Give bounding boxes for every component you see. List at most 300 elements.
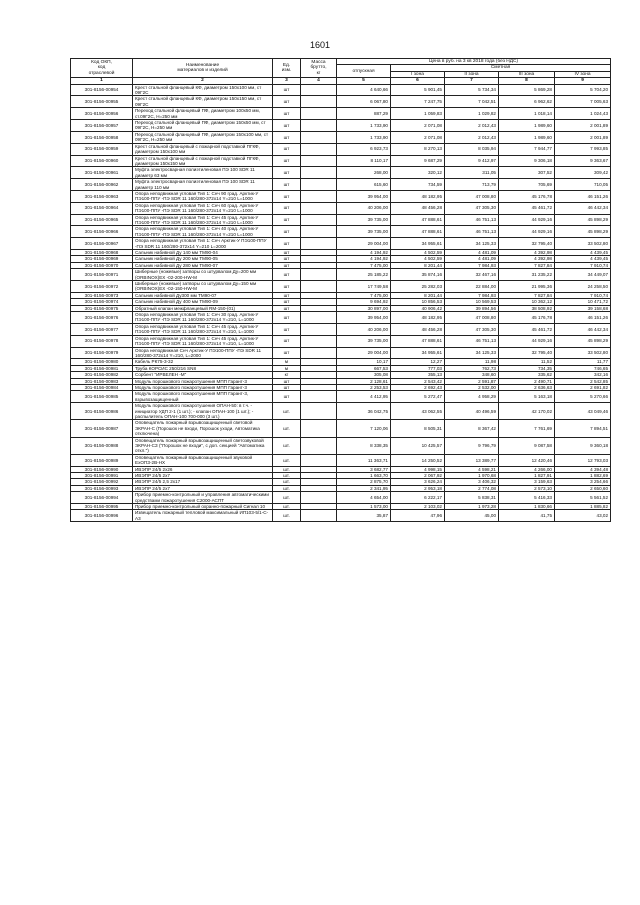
row-zone3-price: 10 362,12 xyxy=(499,299,555,305)
row-zone3-price: 307,52 xyxy=(499,167,555,179)
row-unit: шт xyxy=(273,190,301,202)
header-name-line1: Наименование xyxy=(185,62,220,68)
row-zone1-price: 7 247,75 xyxy=(391,96,445,108)
row-zone2-price: 9 412,97 xyxy=(445,155,499,167)
row-release-price: 17 749,58 xyxy=(337,281,391,293)
header-mass xyxy=(301,59,337,78)
table-row xyxy=(71,84,611,96)
row-release-price: 1 663,70 xyxy=(337,473,391,479)
row-code: 301-8156-00977 xyxy=(71,323,133,335)
row-unit: шт xyxy=(273,155,301,167)
row-mass xyxy=(301,492,337,504)
row-code: 301-8156-00978 xyxy=(71,335,133,347)
row-zone2-price: 22 884,00 xyxy=(445,281,499,293)
row-unit: шт xyxy=(273,179,301,191)
row-zone3-price: 1 827,91 xyxy=(499,473,555,479)
row-release-price: 35,87 xyxy=(337,510,391,522)
row-zone4-price: 45 898,29 xyxy=(555,226,611,238)
table-row xyxy=(71,226,611,238)
row-release-price: 887,29 xyxy=(337,108,391,120)
row-zone2-price: 5 734,34 xyxy=(445,84,499,96)
row-mass xyxy=(301,179,337,191)
header-unit-line1: Ед. xyxy=(282,62,291,68)
row-zone1-price: 34 955,61 xyxy=(391,347,445,359)
row-unit: шт xyxy=(273,250,301,256)
row-name: Опора неподвижная угловая Тип 1: Cнч Арктик-У ПЭ100-ППУ -ПЭ SDR 11 160/280-372х14 Y=210 L=2000 xyxy=(133,238,273,250)
row-unit: шт. xyxy=(273,492,301,504)
header-price-title: Цена в руб. на 3 кв 2018 года (без НДС) xyxy=(337,59,611,65)
row-mass xyxy=(301,202,337,214)
row-zone4-price: 46 442,34 xyxy=(555,202,611,214)
row-zone2-price: 40 496,59 xyxy=(445,403,499,420)
row-name: Модуль порошкового пожаротушения МПП Гарант-3 xyxy=(133,378,273,384)
row-release-price: 4 194,92 xyxy=(337,250,391,256)
table-row xyxy=(71,281,611,293)
row-unit: шт xyxy=(273,378,301,384)
row-unit: шт xyxy=(273,323,301,335)
row-zone2-price: 3 406,32 xyxy=(445,479,499,485)
row-name: Извещатель пожарный тепловой максимальный ИП103-5/1-С-А3 xyxy=(133,510,273,522)
row-name: Опора неподвижная угловая Тип 1: Cнч 90 град. Арктик-У ПЭ100-ППУ -ПЭ SDR 11 160/280-372х14 Y=210 L=1000 xyxy=(133,190,273,202)
row-zone4-price: 5 270,66 xyxy=(555,391,611,403)
row-mass xyxy=(301,120,337,132)
row-code: 301-8156-00993 xyxy=(71,485,133,491)
row-unit: шт xyxy=(273,347,301,359)
row-zone2-price: 7 984,93 xyxy=(445,262,499,268)
row-release-price: 4 412,95 xyxy=(337,391,391,403)
row-zone3-price: 9 306,18 xyxy=(499,155,555,167)
row-zone2-price: 39 894,56 xyxy=(445,305,499,311)
table-row xyxy=(71,96,611,108)
row-zone2-price: 7 042,51 xyxy=(445,96,499,108)
row-zone4-price: 309,42 xyxy=(555,167,611,179)
row-name: Опора неподвижная угловая Тип 1: Cнч 40 град. Арктик-У ПЭ100-ППУ -ПЭ SDR 11 160/280-372х14 Y=210 L=1000 xyxy=(133,226,273,238)
table-row xyxy=(71,510,611,522)
header-code-okp: Код ОКП, xyxy=(91,60,112,65)
row-zone1-price: 5 901,45 xyxy=(391,84,445,96)
row-zone2-price: 32 467,16 xyxy=(445,269,499,281)
row-release-price: 39 735,00 xyxy=(337,226,391,238)
row-zone2-price: 2 532,00 xyxy=(445,384,499,390)
row-name: Модуль порошкового пожаротушения МПП Гарант-3 xyxy=(133,384,273,390)
row-zone2-price: 47 305,30 xyxy=(445,202,499,214)
row-zone2-price: 11,98 xyxy=(445,359,499,365)
row-code: 301-8156-00975 xyxy=(71,305,133,311)
row-name: Крест стальной фланцевый с пожарной подставкой ПГКФ, диаметром 150х150 мм xyxy=(133,155,273,167)
row-zone1-price: 3 626,24 xyxy=(391,479,445,485)
row-code: 301-8156-00980 xyxy=(71,359,133,365)
row-zone1-price: 2 071,08 xyxy=(391,120,445,132)
row-code: 301-8156-00981 xyxy=(71,365,133,371)
row-zone2-price: 7 984,93 xyxy=(445,292,499,298)
row-unit: шт xyxy=(273,335,301,347)
row-zone3-price: 3 159,63 xyxy=(499,479,555,485)
row-unit: шт xyxy=(273,256,301,262)
row-code: 301-8156-00976 xyxy=(71,312,133,324)
row-mass xyxy=(301,323,337,335)
row-zone3-price: 44 929,16 xyxy=(499,335,555,347)
row-zone3-price: 32 795,40 xyxy=(499,238,555,250)
row-zone2-price: 13 389,77 xyxy=(445,454,499,466)
row-release-price: 36 042,75 xyxy=(337,403,391,420)
row-zone3-price: 45 461,72 xyxy=(499,202,555,214)
row-name: ИВЭПР 24/5 2х7 xyxy=(133,485,273,491)
row-zone4-price: 33 502,80 xyxy=(555,238,611,250)
table-row xyxy=(71,143,611,155)
row-code: 301-8156-00985 xyxy=(71,391,133,403)
row-zone3-price: 12 420,46 xyxy=(499,454,555,466)
row-release-price: 10,17 xyxy=(337,359,391,365)
row-code: 301-8156-00957 xyxy=(71,120,133,132)
row-mass xyxy=(301,437,337,454)
row-code: 301-8156-00960 xyxy=(71,155,133,167)
table-row xyxy=(71,492,611,504)
row-mass xyxy=(301,131,337,143)
row-zone3-price: 45 176,78 xyxy=(499,312,555,324)
row-release-price: 1 733,90 xyxy=(337,120,391,132)
row-unit: шт xyxy=(273,96,301,108)
row-zone4-price: 43 049,46 xyxy=(555,403,611,420)
row-name: Прибор приемно-контрольный охранно-пожарный Сигнал 10 xyxy=(133,504,273,510)
row-unit: шт xyxy=(273,214,301,226)
row-release-price: 7 475,00 xyxy=(337,292,391,298)
column-number: 1 xyxy=(71,78,133,84)
row-name: Крест стальной фланцевый КФ, диаметром 150х100 мм, ст 09Г2С xyxy=(133,84,273,96)
row-code: 301-8156-00986 xyxy=(71,403,133,420)
row-code: 301-8156-00965 xyxy=(71,214,133,226)
row-unit: шт. xyxy=(273,504,301,510)
table-row xyxy=(71,347,611,359)
row-zone2-price: 311,05 xyxy=(445,167,499,179)
row-zone4-price: 24 258,50 xyxy=(555,281,611,293)
row-name: Опора неподвижная Cнч Арктик-У ПЭ100-ППУ -ПЭ SDR 11 160/280-372х14 Y=210, L=2000 xyxy=(133,347,273,359)
row-zone4-price: 3 254,66 xyxy=(555,479,611,485)
row-zone4-price: 11,77 xyxy=(555,359,611,365)
row-zone2-price: 2 012,43 xyxy=(445,120,499,132)
row-name: Крест стальной фланцевый КФ, диаметром 150х150 мм, ст 09Г2С xyxy=(133,96,273,108)
row-zone1-price: 47 888,61 xyxy=(391,226,445,238)
row-unit: шт xyxy=(273,108,301,120)
row-zone4-price: 710,05 xyxy=(555,179,611,191)
row-zone3-price: 45 176,78 xyxy=(499,190,555,202)
row-zone4-price: 342,16 xyxy=(555,372,611,378)
header-code-section: отраслевой xyxy=(88,70,115,76)
row-zone3-price: 45 461,72 xyxy=(499,323,555,335)
row-zone4-price: 5 704,20 xyxy=(555,84,611,96)
row-release-price: 6 067,80 xyxy=(337,96,391,108)
row-zone2-price: 9 796,79 xyxy=(445,437,499,454)
table-row xyxy=(71,420,611,437)
row-code: 301-8156-00954 xyxy=(71,84,133,96)
row-unit: шт xyxy=(273,384,301,390)
row-mass xyxy=(301,84,337,96)
row-release-price: 615,60 xyxy=(337,179,391,191)
row-zone4-price: 2 001,89 xyxy=(555,131,611,143)
row-zone3-price: 32 795,40 xyxy=(499,347,555,359)
table-row xyxy=(71,437,611,454)
row-zone2-price: 4 481,09 xyxy=(445,250,499,256)
row-name: ИВЭПР 24/5 2х26 xyxy=(133,466,273,472)
row-zone1-price: 34 955,61 xyxy=(391,238,445,250)
row-zone2-price: 46 751,13 xyxy=(445,226,499,238)
row-name: ИВЭПР 24/5 2х7 xyxy=(133,473,273,479)
row-zone1-price: 47 888,61 xyxy=(391,214,445,226)
row-mass xyxy=(301,190,337,202)
row-zone1-price: 35 874,16 xyxy=(391,269,445,281)
row-zone1-price: 1 059,83 xyxy=(391,108,445,120)
table-row xyxy=(71,269,611,281)
table-row xyxy=(71,335,611,347)
row-zone1-price: 320,12 xyxy=(391,167,445,179)
row-zone3-price: 5 869,28 xyxy=(499,84,555,96)
row-zone3-price: 41,75 xyxy=(499,510,555,522)
row-name: Опора неподвижная угловая Тип 1: Cнч 60 град. Арктик-У ПЭ100-ППУ -ПЭ SDR 11 160/280-372х14 Y=210 L=1000 xyxy=(133,202,273,214)
row-zone2-price: 2 591,87 xyxy=(445,378,499,384)
table-row xyxy=(71,120,611,132)
row-zone2-price: 713,79 xyxy=(445,179,499,191)
row-zone2-price: 2 774,08 xyxy=(445,485,499,491)
row-zone1-price: 734,59 xyxy=(391,179,445,191)
row-unit: шт. xyxy=(273,510,301,522)
row-name: Переход стальной фланцевый ПФ, диаметром 150х50 мм, ст 09Г2С, Н=250 мм xyxy=(133,120,273,132)
header-mass-line2: брутто, xyxy=(310,65,327,71)
row-unit: шт xyxy=(273,305,301,311)
row-zone4-price: 7 910,74 xyxy=(555,292,611,298)
row-code: 301-8156-00973 xyxy=(71,292,133,298)
row-name: Модуль порошкового пожаротушения ОПАН-50: в т.ч. - инициатор УДП 2-1 (1 шт.); - клапан ОПАН-100 (1 шт.); - распылитель ОПАН-100 700-000 (3 шт.) xyxy=(133,403,273,420)
row-unit: кг xyxy=(273,372,301,378)
row-zone3-price: 1 830,66 xyxy=(499,504,555,510)
row-zone1-price: 4 502,59 xyxy=(391,256,445,262)
row-zone1-price: 48 456,28 xyxy=(391,202,445,214)
row-zone4-price: 4 439,45 xyxy=(555,256,611,262)
row-release-price: 305,08 xyxy=(337,372,391,378)
row-zone3-price: 7 944,77 xyxy=(499,143,555,155)
row-code: 301-8156-00966 xyxy=(71,226,133,238)
row-zone3-price: 44 929,16 xyxy=(499,226,555,238)
row-unit: шт xyxy=(273,143,301,155)
row-release-price: 11 363,71 xyxy=(337,454,391,466)
row-name: Опора неподвижная угловая Тип 1: Cнч 45 град. Арктик-У ПЭ100-ППУ -ПЭ SDR 11 160/280-372х14 Y=210 L=1000 xyxy=(133,214,273,226)
row-name: Шиберные (ножевые) затворы со штурвалом Ду=150 мм (ORBINOX)EX -02-150-HW-M xyxy=(133,281,273,293)
row-zone2-price: 46 751,13 xyxy=(445,214,499,226)
row-code: 301-8156-00959 xyxy=(71,143,133,155)
row-zone2-price: 1 970,68 xyxy=(445,473,499,479)
row-zone1-price: 2 543,42 xyxy=(391,378,445,384)
row-zone4-price: 7 993,85 xyxy=(555,143,611,155)
row-zone3-price: 2 636,63 xyxy=(499,384,555,390)
table-row xyxy=(71,179,611,191)
row-zone4-price: 43,02 xyxy=(555,510,611,522)
row-release-price: 4 194,92 xyxy=(337,256,391,262)
header-name xyxy=(133,59,273,78)
row-zone2-price: 5 838,31 xyxy=(445,492,499,504)
row-zone3-price: 31 235,22 xyxy=(499,269,555,281)
row-release-price: 2 341,95 xyxy=(337,485,391,491)
row-code: 301-8156-00958 xyxy=(71,131,133,143)
row-zone3-price: 38 508,92 xyxy=(499,305,555,311)
row-code: 301-8156-00971 xyxy=(71,269,133,281)
row-zone3-price: 7 827,84 xyxy=(499,292,555,298)
row-zone1-price: 12,27 xyxy=(391,359,445,365)
header-zone2: II зона xyxy=(445,71,499,77)
header-unit-line2: изм. xyxy=(281,68,292,74)
row-zone4-price: 46 151,26 xyxy=(555,312,611,324)
table-row xyxy=(71,403,611,420)
header-estimate: Сметная xyxy=(391,65,611,71)
row-code: 301-8156-00994 xyxy=(71,492,133,504)
row-zone2-price: 4 481,09 xyxy=(445,256,499,262)
row-zone4-price: 9 363,67 xyxy=(555,155,611,167)
row-unit: шт xyxy=(273,299,301,305)
row-mass xyxy=(301,347,337,359)
row-zone1-price: 48 456,28 xyxy=(391,323,445,335)
row-unit: шт xyxy=(273,391,301,403)
row-zone2-price: 1 029,82 xyxy=(445,108,499,120)
row-zone1-price: 6 222,17 xyxy=(391,492,445,504)
column-number: 5 xyxy=(337,78,391,84)
column-number: 4 xyxy=(301,78,337,84)
row-zone3-price: 7 827,84 xyxy=(499,262,555,268)
row-code: 301-8156-00974 xyxy=(71,299,133,305)
row-zone2-price: 34 125,33 xyxy=(445,238,499,250)
row-unit: шт. xyxy=(273,454,301,466)
row-mass xyxy=(301,454,337,466)
page-number: 1601 xyxy=(309,40,331,50)
row-mass xyxy=(301,312,337,324)
table-row xyxy=(71,155,611,167)
row-code: 301-8156-00984 xyxy=(71,384,133,390)
row-code: 301-8156-00967 xyxy=(71,238,133,250)
row-zone1-price: 8 201,44 xyxy=(391,262,445,268)
row-zone1-price: 47,96 xyxy=(391,510,445,522)
table-row xyxy=(71,131,611,143)
row-code: 301-8156-00983 xyxy=(71,378,133,384)
row-name: Опора неподвижная угловая Тип 1: Cнч 30 град. Арктик-У ПЭ100-ППУ -ПЭ SDR 11 160/280-372х14 Y=210, L=1000 xyxy=(133,312,273,324)
row-mass xyxy=(301,269,337,281)
row-name: Прибор приемно-контрольный и управления автоматическими средствами пожаротушения С2000-АСПТ xyxy=(133,492,273,504)
row-zone4-price: 39 158,68 xyxy=(555,305,611,311)
row-release-price: 30 897,00 xyxy=(337,305,391,311)
row-zone4-price: 45 898,29 xyxy=(555,214,611,226)
row-zone1-price: 8 201,44 xyxy=(391,292,445,298)
row-zone1-price: 8 505,31 xyxy=(391,420,445,437)
row-release-price: 39 735,00 xyxy=(337,335,391,347)
table-row xyxy=(71,167,611,179)
row-code: 301-8156-00962 xyxy=(71,179,133,191)
row-code: 301-8156-00991 xyxy=(71,473,133,479)
row-zone1-price: 2 067,92 xyxy=(391,473,445,479)
row-zone4-price: 34 449,07 xyxy=(555,269,611,281)
table-row xyxy=(71,323,611,335)
row-release-price: 7 475,00 xyxy=(337,262,391,268)
row-zone4-price: 7 005,63 xyxy=(555,96,611,108)
row-unit: шт xyxy=(273,84,301,96)
row-zone3-price: 21 995,36 xyxy=(499,281,555,293)
row-name: Сорбент "ИРВЕЛЕН -М" xyxy=(133,372,273,378)
row-unit: шт. xyxy=(273,420,301,437)
row-name: Обратный клапан межфланцевый RM-150-(01) xyxy=(133,305,273,311)
row-zone2-price: 47 008,80 xyxy=(445,312,499,324)
header-unit xyxy=(273,59,301,78)
row-unit: шт. xyxy=(273,466,301,472)
row-zone1-price: 47 888,61 xyxy=(391,335,445,347)
row-code: 301-8156-00963 xyxy=(71,190,133,202)
table-row xyxy=(71,312,611,324)
row-release-price: 268,00 xyxy=(337,167,391,179)
row-name: Оповещатель пожарный взрывозащищенный световой ЭКРАН-С (Порошок не входи, Порошок уходи, Автоматика отключена) xyxy=(133,420,273,437)
row-unit: шт. xyxy=(273,473,301,479)
row-zone4-price: 9 360,18 xyxy=(555,437,611,454)
row-release-price: 29 004,00 xyxy=(337,238,391,250)
row-zone4-price: 2 650,60 xyxy=(555,485,611,491)
row-zone1-price: 48 182,95 xyxy=(391,312,445,324)
row-code: 301-8156-00956 xyxy=(71,108,133,120)
row-unit: шт xyxy=(273,131,301,143)
row-name: Сальник набивной Ду 140 мм ТМ90-04 xyxy=(133,250,273,256)
row-zone2-price: 45,00 xyxy=(445,510,499,522)
row-name: Оповещатель пожарный взрывозащищенный звуковой ExОПЗ-2В-НХ xyxy=(133,454,273,466)
header-code-code: код xyxy=(97,65,106,71)
row-zone3-price: 9 087,58 xyxy=(499,437,555,454)
header-release: отпускная xyxy=(337,65,391,78)
row-code: 301-8156-00992 xyxy=(71,479,133,485)
row-release-price: 25 185,22 xyxy=(337,269,391,281)
row-zone2-price: 762,73 xyxy=(445,365,499,371)
row-name: Труба КОРСИС 250/216 SN8 xyxy=(133,365,273,371)
row-code: 301-8156-00970 xyxy=(71,262,133,268)
table-row xyxy=(71,238,611,250)
row-name: ИВЭПР 24/5 2,5 2х17 xyxy=(133,479,273,485)
row-name: Оповещатель пожарный взрывозащищенный светозвуковой ЭКРАН-СЗ ("Порошок не входи", с доп. секцией "Автоматика откл.") xyxy=(133,437,273,454)
row-release-price: 3 682,77 xyxy=(337,466,391,472)
row-code: 301-8156-00979 xyxy=(71,347,133,359)
row-zone4-price: 5 561,52 xyxy=(555,492,611,504)
row-name: Сальник набивной Ду 280 мм ТМ90-07 xyxy=(133,262,273,268)
row-zone4-price: 2 691,82 xyxy=(555,384,611,390)
row-zone2-price: 8 035,94 xyxy=(445,143,499,155)
row-release-price: 29 004,00 xyxy=(337,347,391,359)
header-zone1: I зона xyxy=(391,71,445,77)
row-name: Шиберные (ножевые) затворы со штурвалом Ду=200 мм (ORBINOX)EX -02-200-HW-M xyxy=(133,269,273,281)
row-zone3-price: 4 392,98 xyxy=(499,256,555,262)
row-release-price: 8 338,35 xyxy=(337,437,391,454)
row-release-price: 39 735,00 xyxy=(337,214,391,226)
row-release-price: 2 253,53 xyxy=(337,384,391,390)
row-release-price: 1 733,90 xyxy=(337,131,391,143)
row-code: 301-8156-00972 xyxy=(71,281,133,293)
row-zone4-price: 1 024,43 xyxy=(555,108,611,120)
row-zone2-price: 34 125,33 xyxy=(445,347,499,359)
row-zone1-price: 5 272,47 xyxy=(391,391,445,403)
row-code: 301-8156-00988 xyxy=(71,437,133,454)
row-mass xyxy=(301,155,337,167)
row-zone1-price: 355,13 xyxy=(391,372,445,378)
row-code: 301-8156-00955 xyxy=(71,96,133,108)
row-unit: шт. xyxy=(273,479,301,485)
row-zone3-price: 2 573,10 xyxy=(499,485,555,491)
row-release-price: 4 654,00 xyxy=(337,492,391,504)
row-zone3-price: 6 962,62 xyxy=(499,96,555,108)
row-zone2-price: 10 569,53 xyxy=(445,299,499,305)
row-name: Сальник набивной Ду 200 мм ТМ90-05 xyxy=(133,256,273,262)
row-zone4-price: 46 442,34 xyxy=(555,323,611,335)
row-zone1-price: 2 071,08 xyxy=(391,131,445,143)
row-zone4-price: 2 542,85 xyxy=(555,378,611,384)
table-row xyxy=(71,108,611,120)
row-zone3-price: 2 490,71 xyxy=(499,378,555,384)
row-zone2-price: 8 367,42 xyxy=(445,420,499,437)
